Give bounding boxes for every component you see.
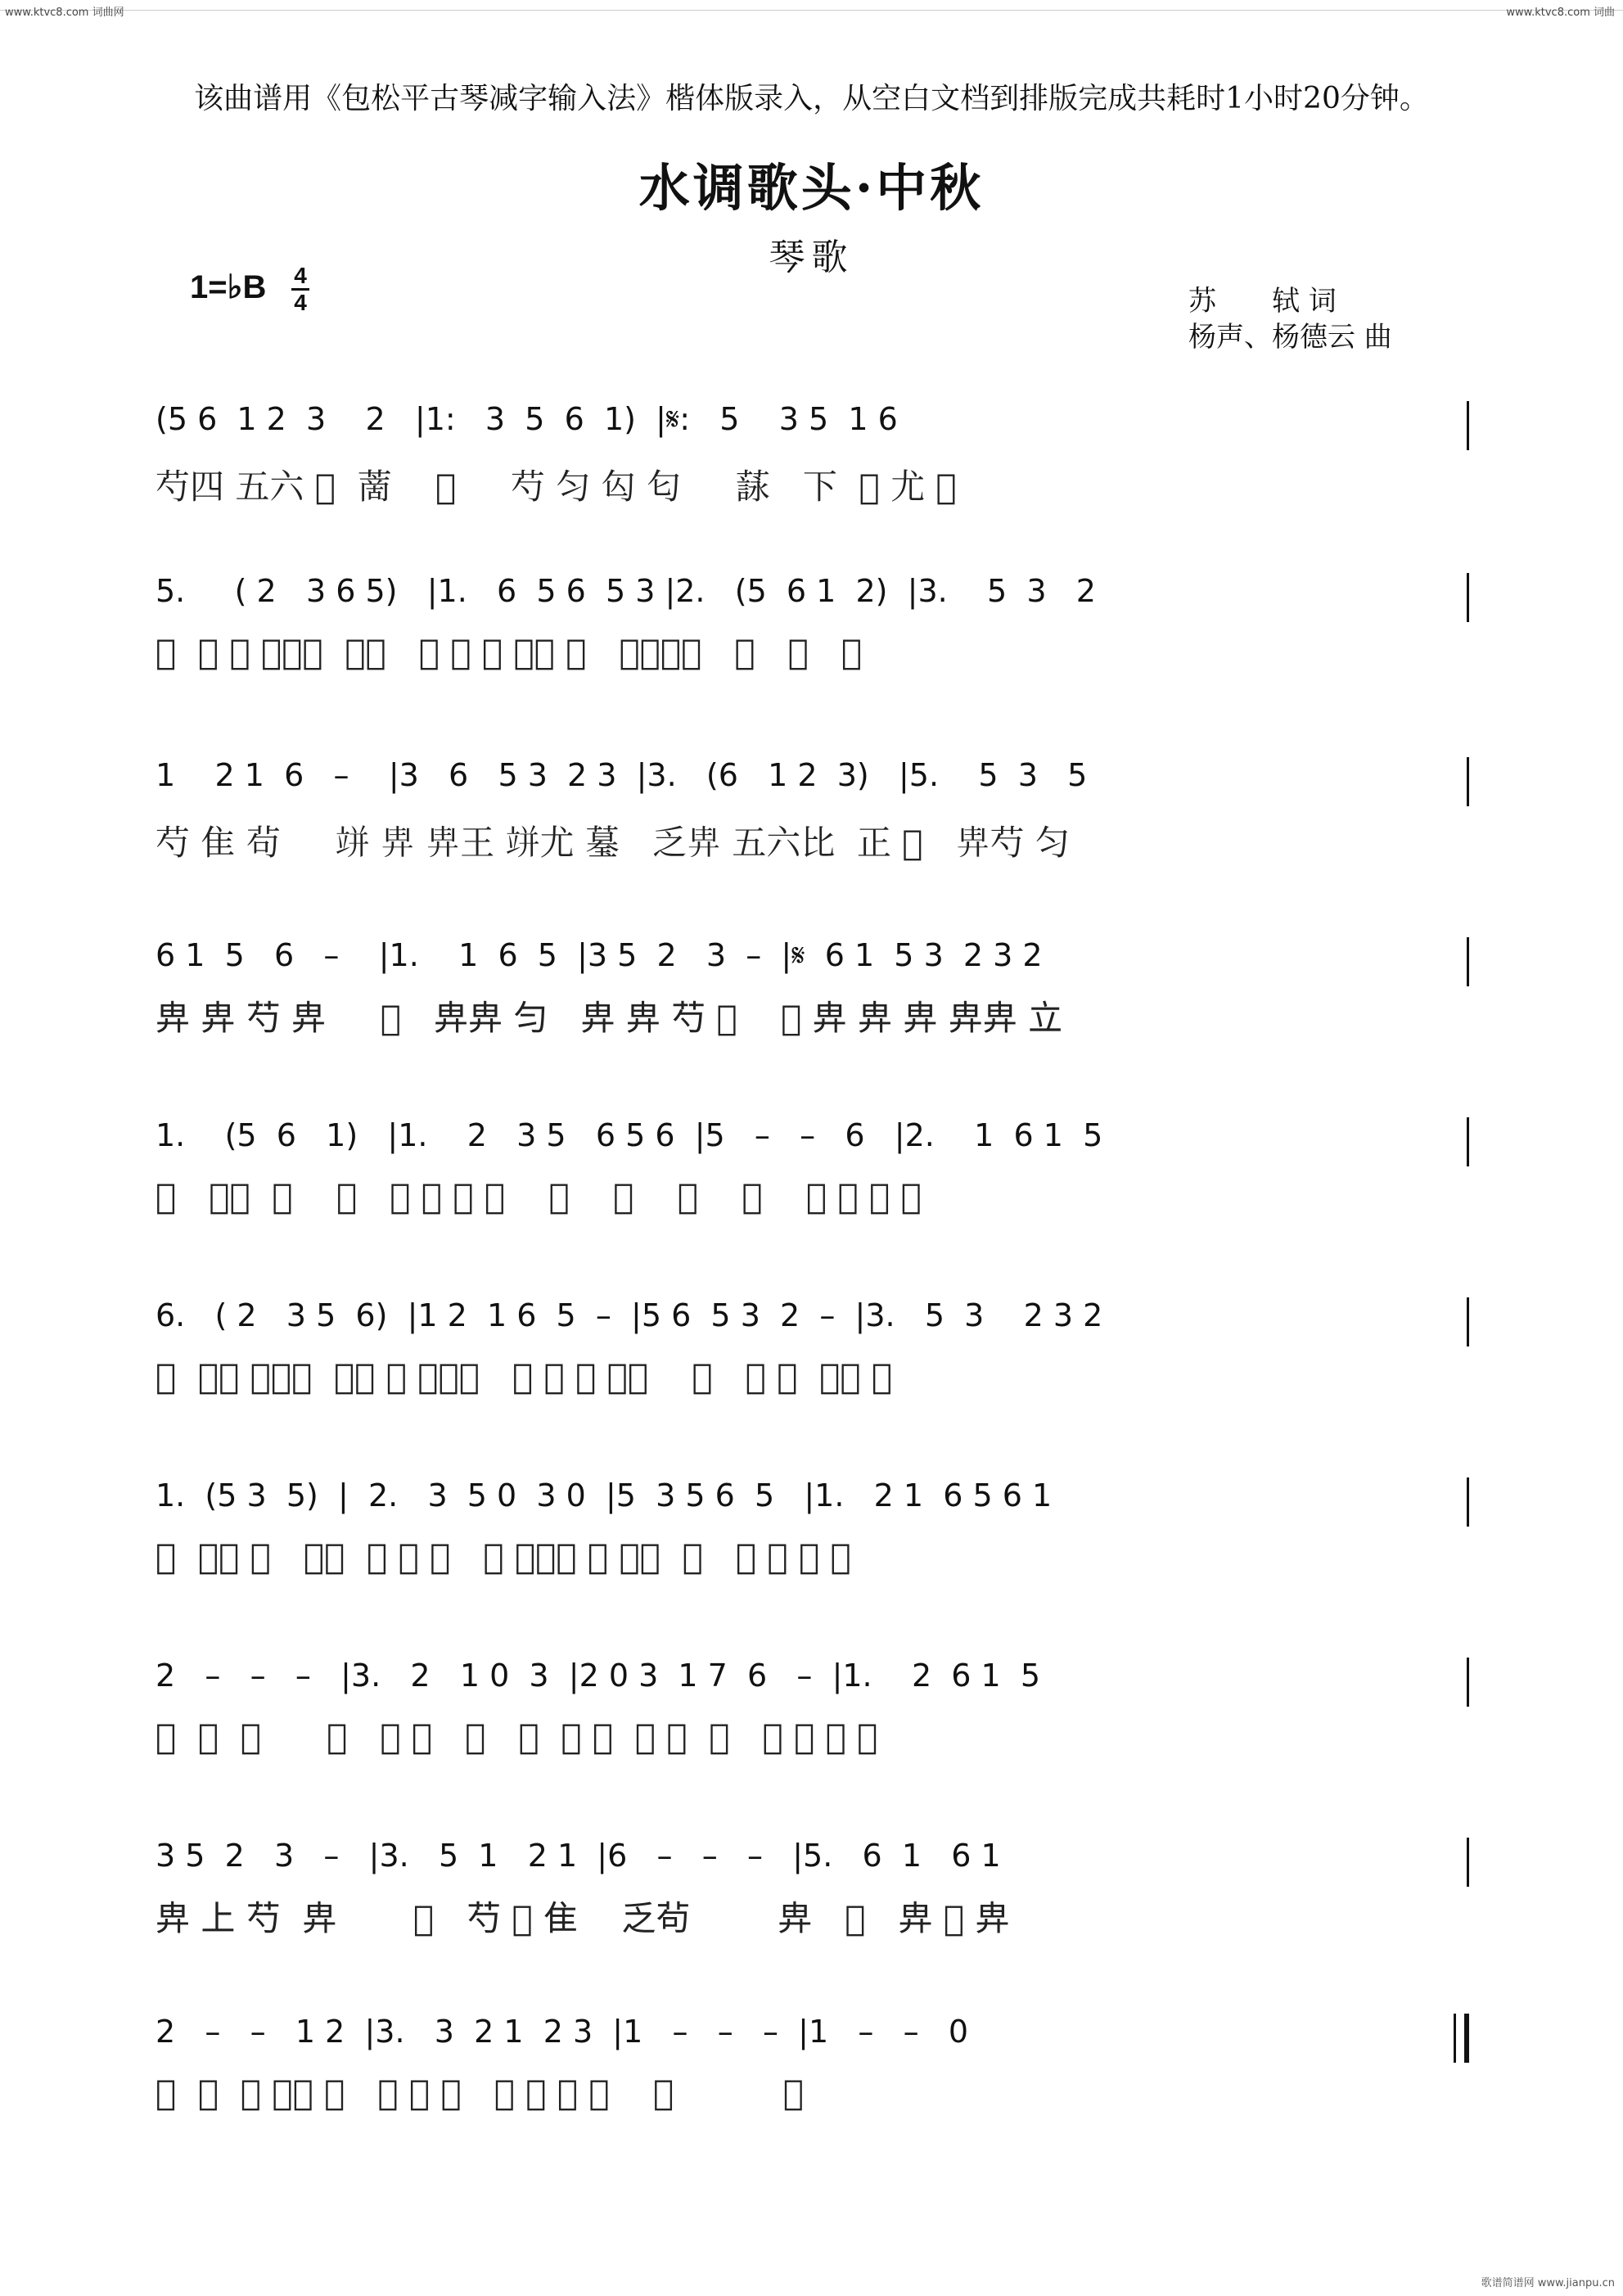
key-signature: 1=♭B	[190, 269, 267, 305]
staff-notes: 6. ( 2 3 5 6) |1 2 1 6 5 – |5 6 5 3 2 – |3. 5 3 2 3 2	[156, 1297, 1103, 1333]
entry-note: 该曲谱用《包松平古琴减字输入法》楷体版录入，从空白文档到排版完成共耗时1小时20分钟。	[194, 82, 1429, 115]
staff-line-10	[156, 2014, 1469, 2136]
staff-notes: 2 – – – |3. 2 1 0 3 |2 0 3 1 7 6 – |1. 2 6 1 5	[156, 1658, 1041, 1694]
staff-line-4	[156, 937, 1469, 1060]
staff-tablature: 𦼀 𢍁 𢍁 𦼀 乇 茍 𢍁 𢍁 𢍁 亍 𢍁 𢍁 𦼀 𢍁 𢍁 𢍁 芍	[156, 1716, 878, 1757]
barline	[1467, 1117, 1469, 1166]
staff-tablature: 芍四 五六 𦶝 蔐 𦷏 芍 匀 匃 匂 𦻑 下 𦼀 尤 𦼀	[156, 467, 957, 507]
staff-tablature: 𦼀 乇芍 匀 乏芍 匀 𢍁 匀 𢍁 匀三四 匀 正𦼀 𦼀 四 匀 匃 五	[156, 1536, 851, 1577]
staff-notes: 1 2 1 6 – |3 6 5 3 2 3 |3. (6 1 2 3) |5. 5 3 5	[156, 757, 1088, 793]
staff-notes: (5 6 1 2 3 2 |1: 3 5 6 1) |𝄋: 5 3 5 1 6	[156, 401, 898, 437]
staff-tablature: 𦼀 乏 芍 二四匀 正𢍁 茍 𥩀 大 亍卞 𢍁 芍四五匀 𥩵 㚘 茍	[156, 632, 863, 672]
time-signature	[291, 264, 309, 315]
staff-tablature: 芍 隹 茍 𥩵 𢍁 𢍁王 𥩵尤 𦻒 乏𢍁 五六比 正 𦼀 𢍁芍 匀	[156, 823, 1070, 863]
time-signature-top: 4	[294, 263, 307, 288]
staff-tablature: 𢍁 𢍁 芍 𢍁 𦼀 𢍁𢍁 匀 𢍁 𢍁 芍 𦼀 𦼀 𢍁 𢍁 𢍁 𢍁𢍁 立	[156, 998, 1063, 1038]
final-barline	[1454, 2014, 1469, 2063]
composer-credit: 杨声、杨德云 曲	[1188, 321, 1392, 354]
watermark-top-right: www.ktvc8.com 词曲	[1506, 7, 1615, 19]
staff-tablature: 𦼀 乇𢍁 五 𦼀 𢍁 𢍁 𢍁 𢍁 𦼀 才 㚘 𦼀 𢍁 𢍁 𢍁 芍	[156, 1176, 922, 1216]
page-subtitle: 琴歌	[769, 237, 854, 278]
staff-line-2	[156, 573, 1469, 696]
header-rule	[0, 10, 1623, 11]
barline	[1467, 573, 1469, 622]
staff-tablature: 𢍁 上 芍 𢍁 𦼀 芍 𦼀 隹 乏茍 𢍁 𦼀 𢍁 𦼀 𢍁	[156, 1898, 1010, 1938]
staff-line-7	[156, 1477, 1469, 1600]
staff-tablature: 𦼀 𢍁 𢍁 𢍁匀 𦼀 乇 𦼀 𢍁 𢍁 𢍁 𢍁 𢍁 𦼀 𢍁	[156, 2073, 804, 2113]
staff-line-9	[156, 1838, 1469, 1960]
staff-notes: 3 5 2 3 – |3. 5 1 2 1 |6 – – – |5. 6 1 6 1	[156, 1838, 1001, 1874]
staff-notes: 5. ( 2 3 6 5) |1. 6 5 6 5 3 |2. (5 6 1 2) |3. 5 3 2	[156, 573, 1096, 609]
barline	[1467, 1297, 1469, 1346]
barline	[1467, 1658, 1469, 1707]
staff-notes: 1. (5 3 5) | 2. 3 5 0 3 0 |5 3 5 6 5 |1. 2 1 6 5 6 1	[156, 1477, 1053, 1513]
staff-notes: 6 1 5 6 – |1. 1 6 5 |3 5 2 3 – |𝄋 6 1 5 3 2 3 2	[156, 937, 1043, 973]
time-signature-bottom: 4	[294, 290, 307, 315]
staff-notes: 1. (5 6 1) |1. 2 3 5 6 5 6 |5 – – 6 |2. 1 6 1 5	[156, 1117, 1103, 1153]
staff-line-1	[156, 401, 1469, 524]
watermark-bottom-right: 歌谱简谱网 www.jianpu.cn	[1481, 2277, 1615, 2289]
barline	[1467, 1838, 1469, 1887]
staff-line-6	[156, 1297, 1469, 1420]
barline	[1467, 937, 1469, 986]
barline	[1467, 1477, 1469, 1527]
staff-line-3	[156, 757, 1469, 880]
lyricist-credit: 苏 轼 词	[1188, 285, 1337, 318]
staff-tablature: 𦼀 乏芍 匀三四 正𢍁 㚘 下𢍁芍 𢍁 㚘 下 𢍁芍 𦼀 𢍁 𢍁 尤𢍁 豆	[156, 1356, 893, 1396]
watermark-top-left: www.ktvc8.com 词曲网	[5, 7, 124, 19]
staff-line-5	[156, 1117, 1469, 1240]
barline	[1467, 757, 1469, 806]
staff-notes: 2 – – 1 2 |3. 3 2 1 2 3 |1 – – – |1 – – 0	[156, 2014, 969, 2050]
staff-line-8	[156, 1658, 1469, 1780]
barline	[1467, 401, 1469, 450]
page-title: 水调歌头·中秋	[638, 158, 985, 218]
